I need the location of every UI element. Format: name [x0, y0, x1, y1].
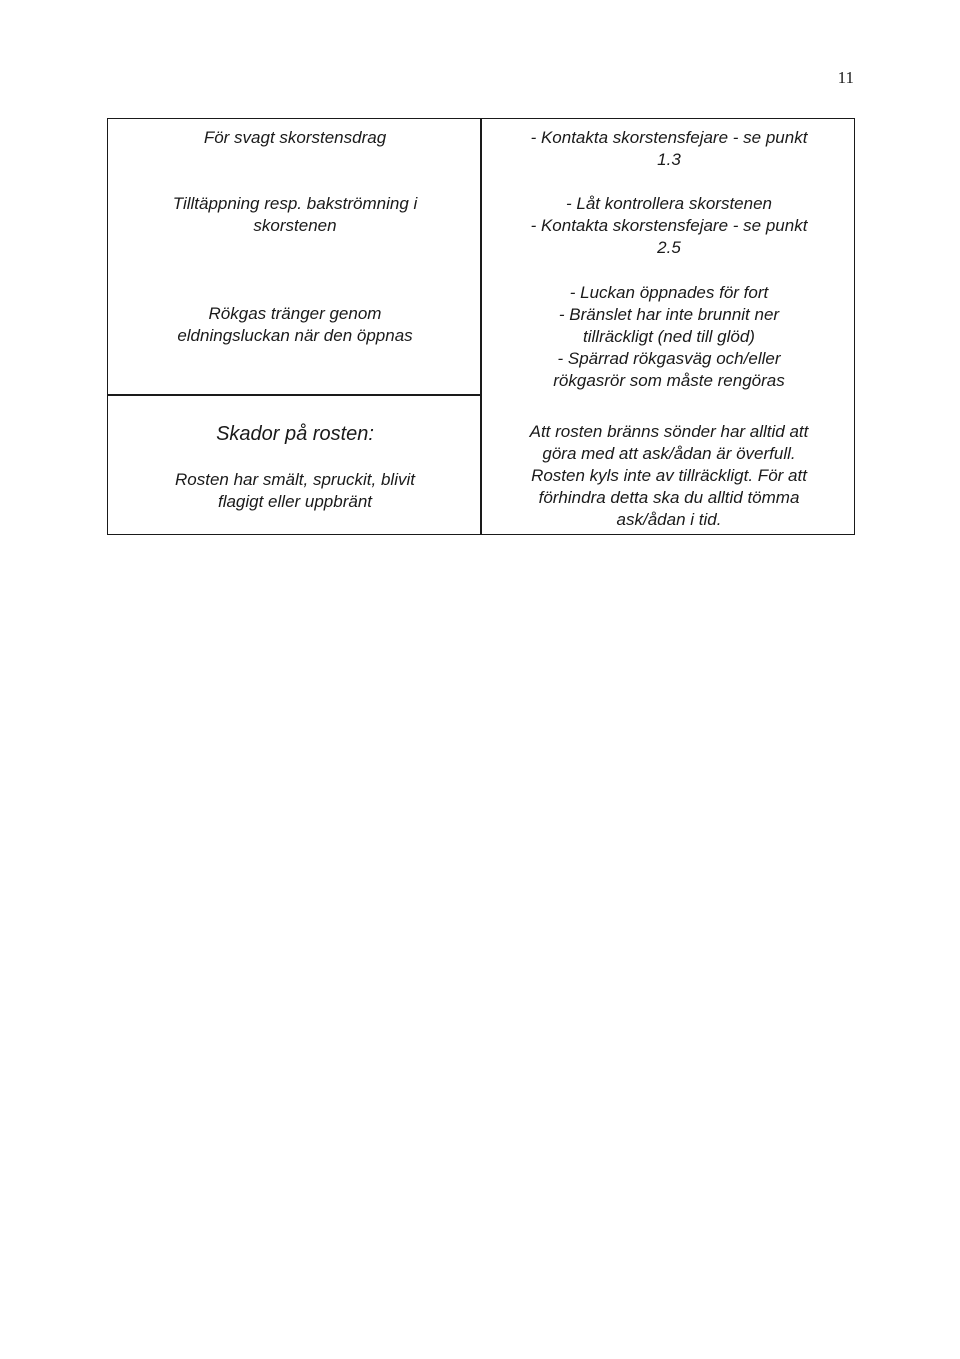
- problem-blockage: Tilltäppning resp. bakströmning i skorstenen: [172, 194, 418, 235]
- problem-grate-damage: Rosten har smält, spruckit, blivit flagigt eller uppbränt: [175, 470, 415, 511]
- remedy-flue-gas-leak: - Luckan öppnades för fort - Bränslet har inte brunnit ner tillräckligt (ned till glöd) - Spärrad rökgasväg och/eller rökgasrör som måste rengöras: [553, 283, 785, 390]
- problem-flue-gas-leak: Rökgas tränger genom eldningsluckan när den öppnas: [177, 304, 413, 345]
- column-divider: [480, 119, 482, 534]
- section-divider: [108, 394, 481, 396]
- remedy-weak-draft: - Kontakta skorstensfejare - se punkt 1.3: [530, 128, 808, 169]
- remedy-grate-damage: Att rosten bränns sönder har alltid att göra med att ask/ådan är överfull. Rosten kyls inte av tillräckligt. För att förhindra detta ska du alltid tömma ask/ådan i tid.: [529, 422, 809, 529]
- remedy-blockage: - Låt kontrollera skorstenen - Kontakta skorstensfejare - se punkt 2.5: [530, 194, 808, 257]
- page-number: 11: [837, 68, 854, 87]
- problem-weak-draft: För svagt skorstensdrag: [203, 128, 387, 147]
- section-heading-grate-damage: Skador på rosten:: [216, 423, 374, 445]
- troubleshooting-table: [107, 118, 855, 535]
